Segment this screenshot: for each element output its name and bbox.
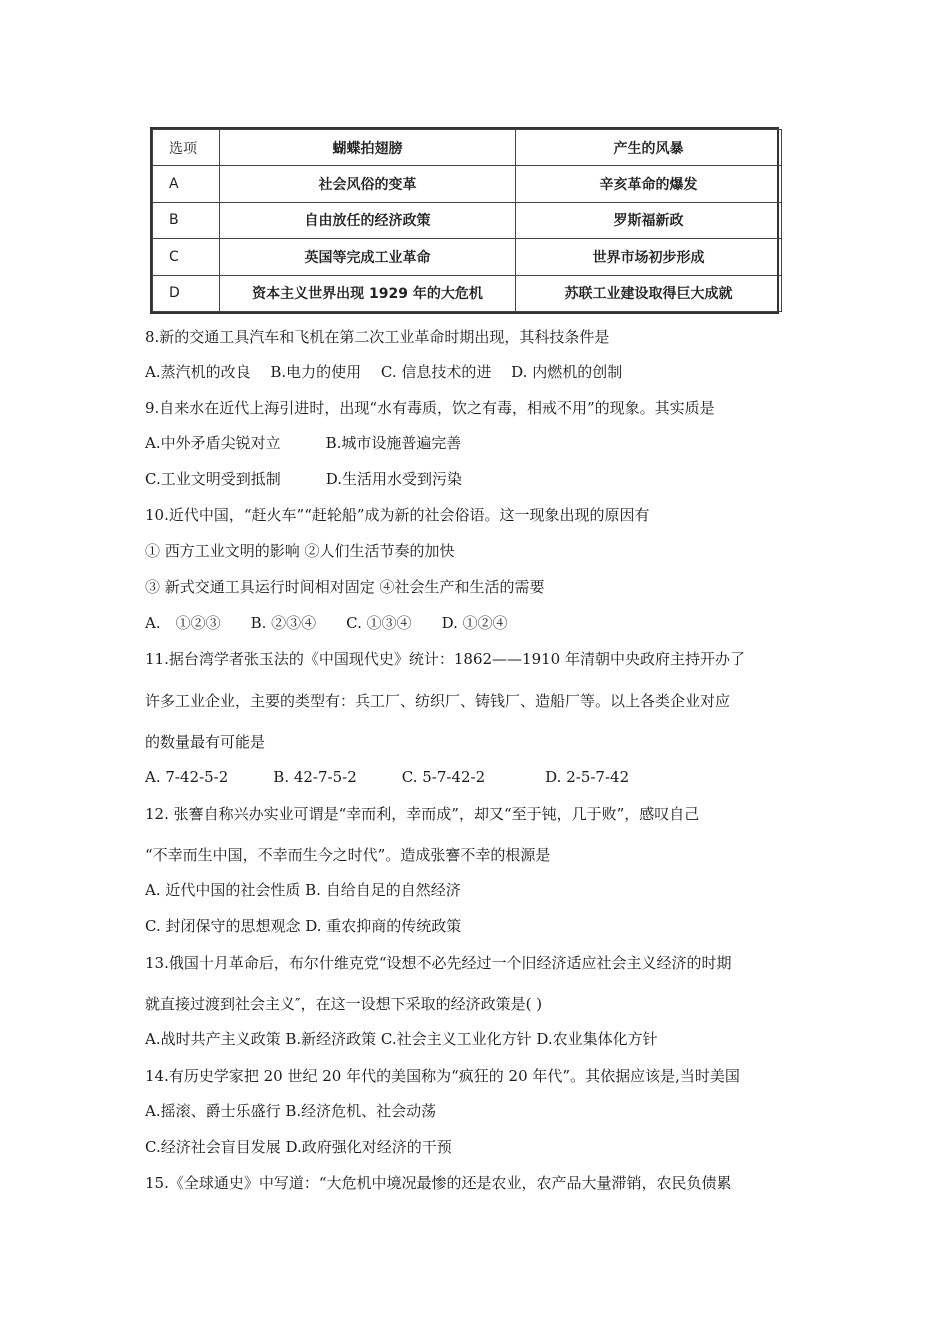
table-header-row xyxy=(153,130,782,166)
question-14-stem: 14.有历史学家把 20 世纪 20 年代的美国称为“疯狂的 20 年代”。其依据应该是,当时美国 xyxy=(145,1067,740,1085)
question-11-stem-2: 许多工业企业，主要的类型有：兵工厂、纺织厂、铸钱厂、造船厂等。以上各类企业对应 xyxy=(145,692,731,710)
row-cause: 英国等完成工业革命 xyxy=(220,239,516,275)
row-option: D xyxy=(153,275,220,311)
question-13-stem-1: 13.俄国十月革命后，布尔什维克党“设想不必先经过一个旧经济适应社会主义经济的时期 xyxy=(145,954,732,972)
question-15-stem: 15.《全球通史》中写道：“大危机中境况最惨的还是农业，农产品大量滞销，农民负债累 xyxy=(145,1174,732,1192)
row-effect: 苏联工业建设取得巨大成就 xyxy=(516,275,782,311)
table-row xyxy=(153,275,782,311)
question-13-options: A.战时共产主义政策 B.新经济政策 C.社会主义工业化方针 D.农业集体化方针 xyxy=(145,1030,658,1048)
question-14-options-cd: C.经济社会盲目发展 D.政府强化对经济的干预 xyxy=(145,1138,452,1156)
question-10-options: A. ①②③ B. ②③④ C. ①③④ D. ①②④ xyxy=(145,614,508,632)
row-effect: 辛亥革命的爆发 xyxy=(516,166,782,202)
header-option: 选项 xyxy=(153,130,220,166)
row-option: A xyxy=(153,166,220,202)
question-8-stem: 8.新的交通工具汽车和飞机在第二次工业革命时期出现，其科技条件是 xyxy=(145,328,610,346)
question-12-stem-1: 12. 张謇自称兴办实业可谓是“幸而利，幸而成”，却又“至于钝，几于败”，感叹自己 xyxy=(145,805,700,823)
row-cause: 自由放任的经济政策 xyxy=(220,202,516,238)
question-12-stem-2: “不幸而生中国，不幸而生今之时代”。造成张謇不幸的根源是 xyxy=(145,846,551,864)
table-row xyxy=(153,166,782,202)
question-8-options: A.蒸汽机的改良 B.电力的使用 C. 信息技术的进 D. 内燃机的创制 xyxy=(145,363,623,381)
options-table xyxy=(150,127,779,314)
row-option: C xyxy=(153,239,220,275)
header-butterfly: 蝴蝶拍翅膀 xyxy=(220,130,516,166)
question-11-stem-1: 11.据台湾学者张玉法的《中国现代史》统计：1862——1910 年清朝中央政府主持开办了 xyxy=(145,650,745,668)
table-row xyxy=(153,202,782,238)
header-storm: 产生的风暴 xyxy=(516,130,782,166)
question-14-options-ab: A.摇滚、爵士乐盛行 B.经济危机、社会动荡 xyxy=(145,1102,437,1120)
row-effect: 世界市场初步形成 xyxy=(516,239,782,275)
question-10-items-34: ③ 新式交通工具运行时间相对固定 ④社会生产和生活的需要 xyxy=(145,578,545,596)
question-13-stem-2: 就直接过渡到社会主义″，在这一设想下采取的经济政策是( ) xyxy=(145,995,543,1013)
question-11-options: A. 7-42-5-2 B. 42-7-5-2 C. 5-7-42-2 D. 2-5-7-42 xyxy=(145,768,630,786)
question-10-items-12: ① 西方工业文明的影响 ②人们生活节奏的加快 xyxy=(145,542,455,560)
row-effect: 罗斯福新政 xyxy=(516,202,782,238)
question-10-stem: 10.近代中国，“赶火车”“赶轮船”成为新的社会俗语。这一现象出现的原因有 xyxy=(145,506,650,524)
table-row xyxy=(153,239,782,275)
question-12-options-cd: C. 封闭保守的思想观念 D. 重农抑商的传统政策 xyxy=(145,917,462,935)
row-cause: 社会风俗的变革 xyxy=(220,166,516,202)
question-12-options-ab: A. 近代中国的社会性质 B. 自给自足的自然经济 xyxy=(145,881,461,899)
row-option: B xyxy=(153,202,220,238)
options-grid xyxy=(152,129,782,312)
question-9-options-ab: A.中外矛盾尖锐对立 B.城市设施普遍完善 xyxy=(145,434,462,452)
question-9-stem: 9.自来水在近代上海引进时，出现“水有毒质，饮之有毒，相戒不用”的现象。其实质是 xyxy=(145,399,715,417)
question-11-stem-3: 的数量最有可能是 xyxy=(145,733,266,751)
row-cause: 资本主义世界出现 1929 年的大危机 xyxy=(220,275,516,311)
question-9-options-cd: C.工业文明受到抵制 D.生活用水受到污染 xyxy=(145,470,462,488)
